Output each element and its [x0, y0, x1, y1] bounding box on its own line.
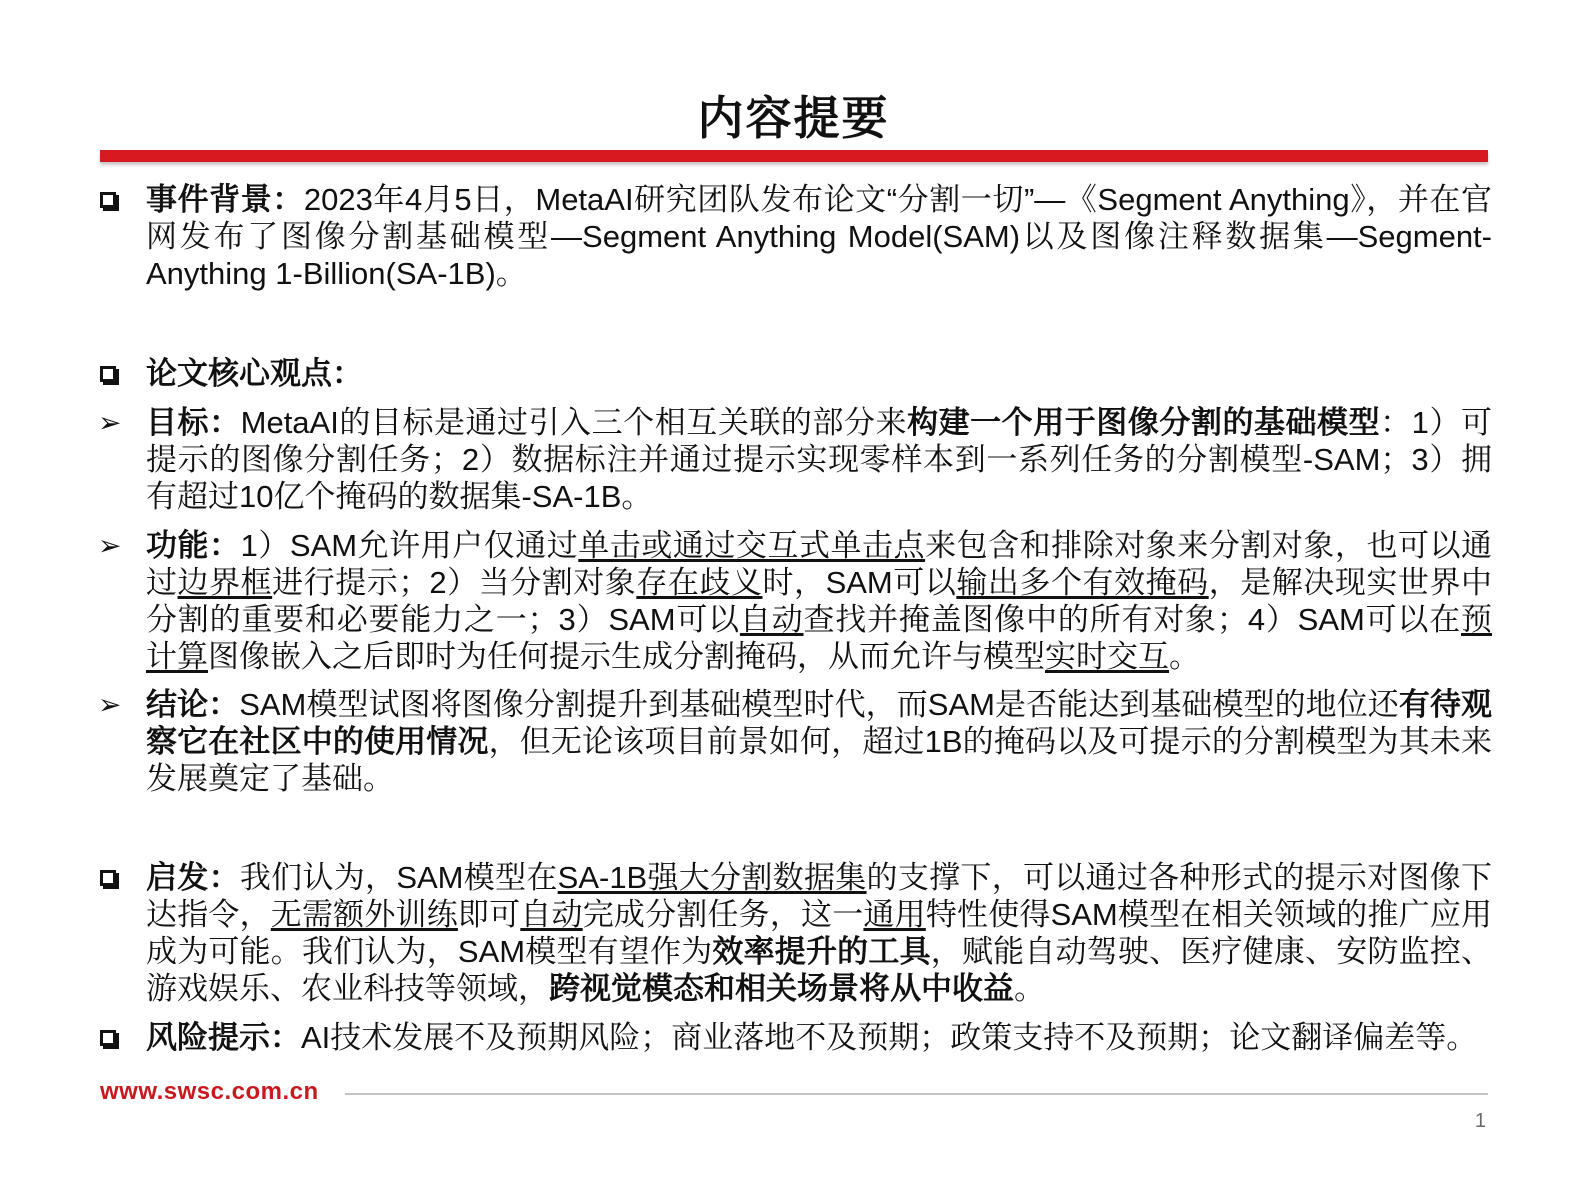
function-text-2: 来包含和排除对象来分割对象，也可以通过	[146, 528, 1493, 600]
arrow-bullet-icon: ➢	[98, 689, 122, 720]
function-text-3: 进行提示；2）当分割对象	[272, 565, 637, 600]
insight-text-4: 完成分割任务，这一	[582, 897, 864, 932]
section-background	[146, 181, 1492, 292]
risk-label: 风险提示：	[146, 1020, 301, 1055]
footer-website-link[interactable]: www.swsc.com.cn	[100, 1078, 319, 1105]
conclusion-text-2: ，但无论该项目前景如何，超过1B的掩码以及可提示的分割模型为其未来发展奠定了基础。	[146, 724, 1492, 796]
function-text-5: ，是解决现实世界中分割的重要和必要能力之一；3）SAM可以	[146, 565, 1492, 637]
insight-underline-2: 无需额外训练	[270, 897, 458, 932]
insight-text-2: 的支撑下，可以通过各种形式的提示对图像下达指令，	[146, 860, 1493, 932]
goal-text-2: ：1）可提示的图像分割任务；2）数据标注并通过提示实现零样本到一系列任务的分割模型-SAM；3）拥有超过10亿个掩码的数据集-SA-1B。	[146, 405, 1492, 514]
function-underline-1: 单击或通过交互式单击点	[578, 528, 926, 563]
goal-bold-1: 构建一个用于图像分割的基础模型	[907, 405, 1381, 440]
background-label: 事件背景：	[146, 182, 304, 217]
function-label: 功能：	[146, 528, 241, 563]
insight-text-5: 特性使得SAM模型在相关领域的推广应用成为可能。我们认为，SAM模型有望作为	[146, 897, 1493, 969]
function-text-8: 。	[1169, 639, 1200, 674]
conclusion-text-1: SAM模型试图将图像分割提升到基础模型时代，而SAM是否能达到基础模型的地位还	[239, 687, 1399, 722]
checkbox-bullet-icon	[100, 366, 116, 382]
risk-text: AI技术发展不及预期风险；商业落地不及预期；政策支持不及预期；论文翻译偏差等。	[301, 1020, 1478, 1055]
function-underline-6: 预计算	[146, 602, 1493, 674]
section-function	[98, 527, 1493, 675]
title-divider-bar	[100, 150, 1488, 162]
function-text-4: 时，SAM可以	[762, 565, 957, 600]
conclusion-label: 结论：	[146, 687, 240, 722]
arrow-bullet-icon: ➢	[98, 530, 122, 561]
page-title: 内容提要	[697, 92, 890, 144]
insight-underline-1: SA-1B强大分割数据集	[557, 860, 867, 895]
function-text-7: 图像嵌入之后即时为任何提示生成分割掩码，从而允许与模型	[208, 639, 1045, 674]
insight-text-3: 即可	[457, 897, 521, 932]
section-core	[146, 355, 1492, 392]
conclusion-bold-1: 有待观察它在社区中的使用情况	[146, 687, 1493, 759]
section-goal	[98, 404, 1492, 515]
function-underline-7: 实时交互	[1045, 639, 1169, 674]
footer-divider	[345, 1093, 1488, 1095]
section-conclusion	[98, 686, 1493, 797]
insight-bold-2: 跨视觉模态和相关场景将从中收益	[549, 971, 1014, 1006]
insight-bold-1: 效率提升的工具	[712, 934, 931, 969]
function-underline-4: 输出多个有效掩码	[956, 565, 1209, 600]
insight-text-1: 我们认为，SAM模型在	[239, 860, 558, 895]
function-underline-5: 自动	[739, 602, 804, 637]
section-insight	[146, 859, 1492, 1007]
checkbox-bullet-icon	[100, 870, 116, 886]
function-text-6: 查找并掩盖图像中的所有对象；4）SAM可以在	[803, 602, 1462, 637]
function-underline-2: 边界框	[177, 565, 273, 600]
checkbox-bullet-icon	[100, 1030, 116, 1046]
background-text: 2023年4月5日，MetaAI研究团队发布论文“分割一切”—《Segment Anything》，并在官网发布了图像分割基础模型—Segment Anything Model(SAM)以及图像注释数据集—Segment-Anything 1-Billion(SA-1B)。	[146, 182, 1493, 291]
arrow-bullet-icon: ➢	[98, 407, 122, 438]
section-risk	[146, 1019, 1492, 1056]
insight-underline-3: 自动	[520, 897, 583, 932]
insight-label: 启发：	[146, 860, 240, 895]
insight-underline-4: 通用	[863, 897, 926, 932]
insight-text-7: 。	[1014, 971, 1045, 1006]
page-number: 1	[1474, 1110, 1486, 1132]
core-label: 论文核心观点：	[146, 356, 363, 391]
checkbox-bullet-icon	[100, 192, 116, 208]
function-text-1: 1）SAM允许用户仅通过	[240, 528, 579, 563]
goal-label: 目标：	[146, 405, 241, 440]
goal-text-1: MetaAI的目标是通过引入三个相互关联的部分来	[240, 405, 908, 440]
insight-text-6: ，赋能自动驾驶、医疗健康、安防监控、游戏娱乐、农业科技等领域，	[146, 934, 1493, 1006]
function-underline-3: 存在歧义	[636, 565, 763, 600]
